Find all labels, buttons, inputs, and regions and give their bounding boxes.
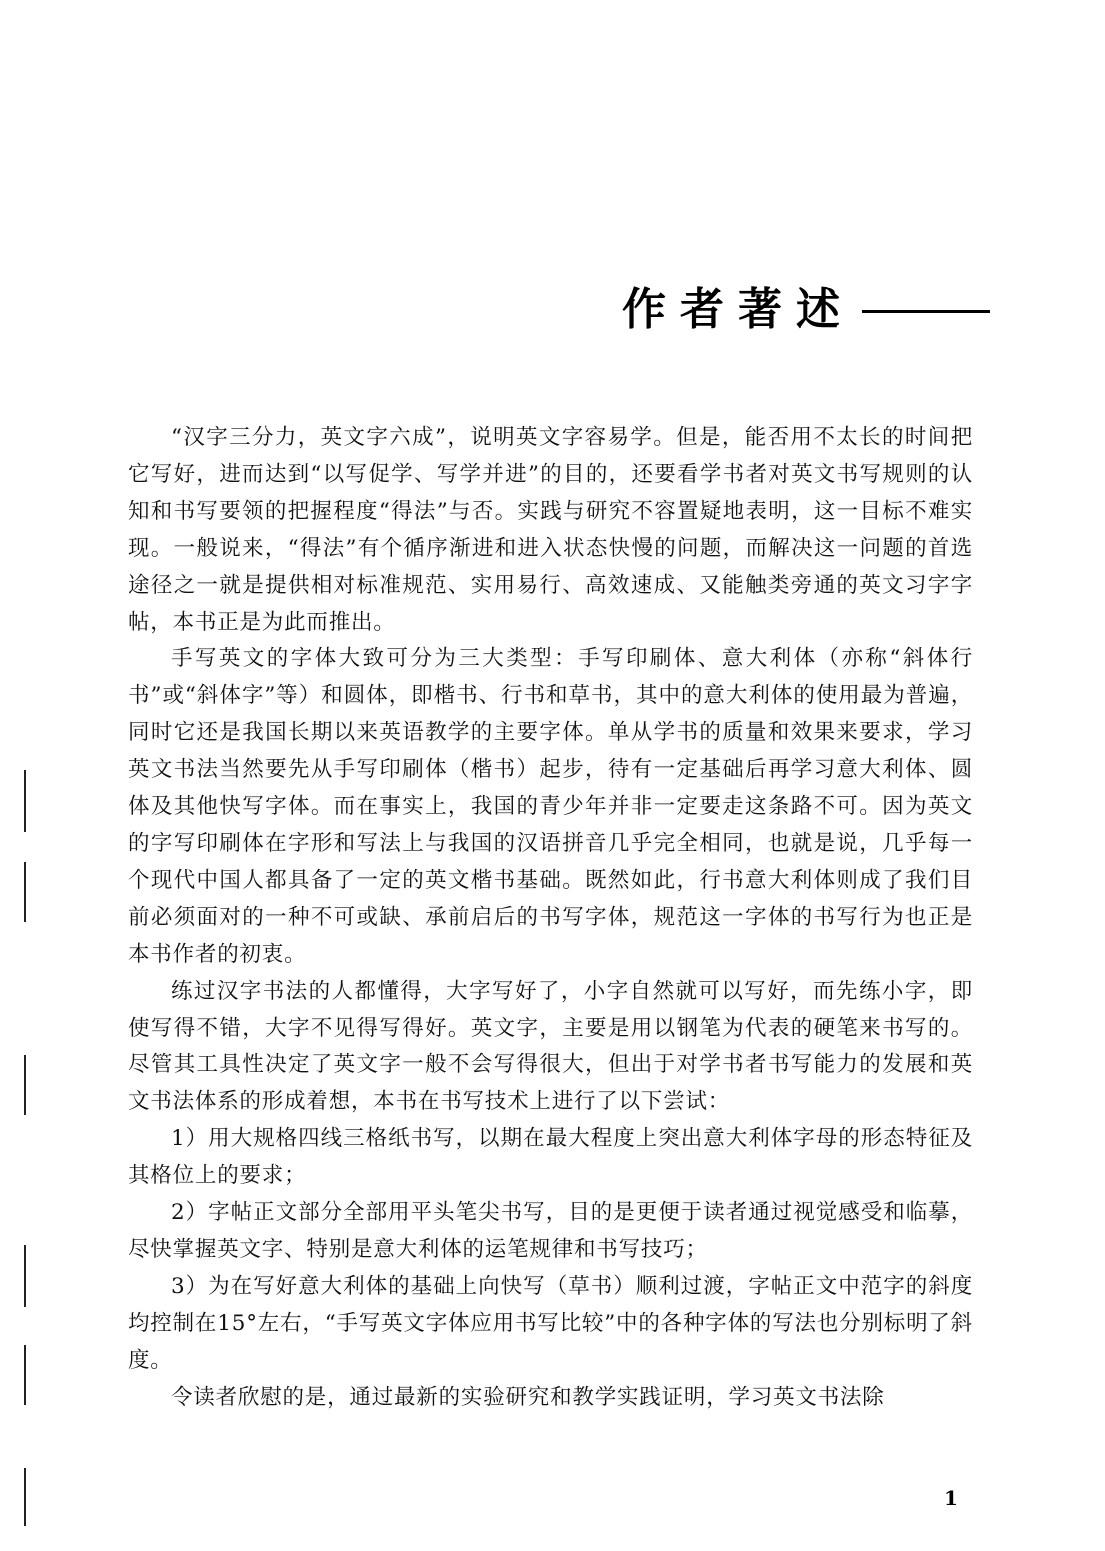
page-number: 1 bbox=[944, 1486, 958, 1510]
heading-rule bbox=[862, 310, 990, 313]
paragraph-1: “汉字三分力，英文字六成”，说明英文字容易学。但是，能否用不太长的时间把它写好，进而达到“以写促学、写学并进”的目的，还要看学书者对英文书写规则的认知和书写要领的把握程度“得法”与否。实践与研究不容置疑地表明，这一目标不难实现。一般说来，“得法”有个循序渐进和进入状态快慢的问题，而解决这一问题的首选途径之一就是提供相对标准规范、实用易行、高效速成、又能触类旁通的英文习字字帖，本书正是为此而推出。 bbox=[128, 425, 973, 635]
heading-row bbox=[600, 282, 1000, 342]
paragraph-5: 2）字帖正文部分全部用平头笔尖书写，目的是更便于读者通过视觉感受和临摹，尽快掌握英文字、特别是意大利体的运笔规律和书写技巧； bbox=[128, 1200, 973, 1262]
scan-mark bbox=[24, 1345, 26, 1405]
paragraph-3: 练过汉字书法的人都懂得，大字写好了，小字自然就可以写好，而先练小字，即使写得不错，大字不见得写得好。英文字，主要是用以钢笔为代表的硬笔来书写的。尽管其工具性决定了英文字一般不会写得很大，但出于对学书者书写能力的发展和英文书法体系的形成着想，本书在书写技术上进行了以下尝试： bbox=[128, 978, 973, 1115]
scan-mark bbox=[24, 1468, 26, 1526]
paragraph-2: 手写英文的字体大致可分为三大类型：手写印刷体、意大利体（亦称“斜体行书”或“斜体字”等）和圆体，即楷书、行书和草书，其中的意大利体的使用最为普遍，同时它还是我国长期以来英语教学的主要字体。单从学书的质量和效果来要求，学习英文书法当然要先从手写印刷体（楷书）起步，待有一定基础后再学习意大利体、圆体及其他快写字体。而在事实上，我国的青少年并非一定要走这条路不可。因为英文的字写印刷体在字形和写法上与我国的汉语拼音几乎完全相同，也就是说，几乎每一个现代中国人都具备了一定的英文楷书基础。既然如此，行书意大利体则成了我们目前必须面对的一种不可或缺、承前启后的书写字体，规范这一字体的书写行为也正是本书作者的初衷。 bbox=[128, 646, 973, 967]
paragraph-7: 令读者欣慰的是，通过最新的实验研究和教学实践证明，学习英文书法除 bbox=[171, 1384, 885, 1410]
body-text bbox=[128, 420, 973, 1416]
section-heading: 作者著述 bbox=[622, 284, 854, 335]
scan-mark bbox=[24, 1245, 26, 1307]
scan-mark bbox=[24, 1055, 26, 1115]
scan-mark bbox=[24, 862, 26, 922]
paragraph-6: 3）为在写好意大利体的基础上向快写（草书）顺利过渡，字帖正文中范字的斜度均控制在15°左右，“手写英文字体应用书写比较”中的各种字体的写法也分别标明了斜度。 bbox=[128, 1273, 973, 1373]
scan-mark bbox=[24, 770, 26, 832]
paragraph-4: 1）用大规格四线三格纸书写，以期在最大程度上突出意大利体字母的形态特征及其格位上的要求； bbox=[128, 1126, 973, 1189]
